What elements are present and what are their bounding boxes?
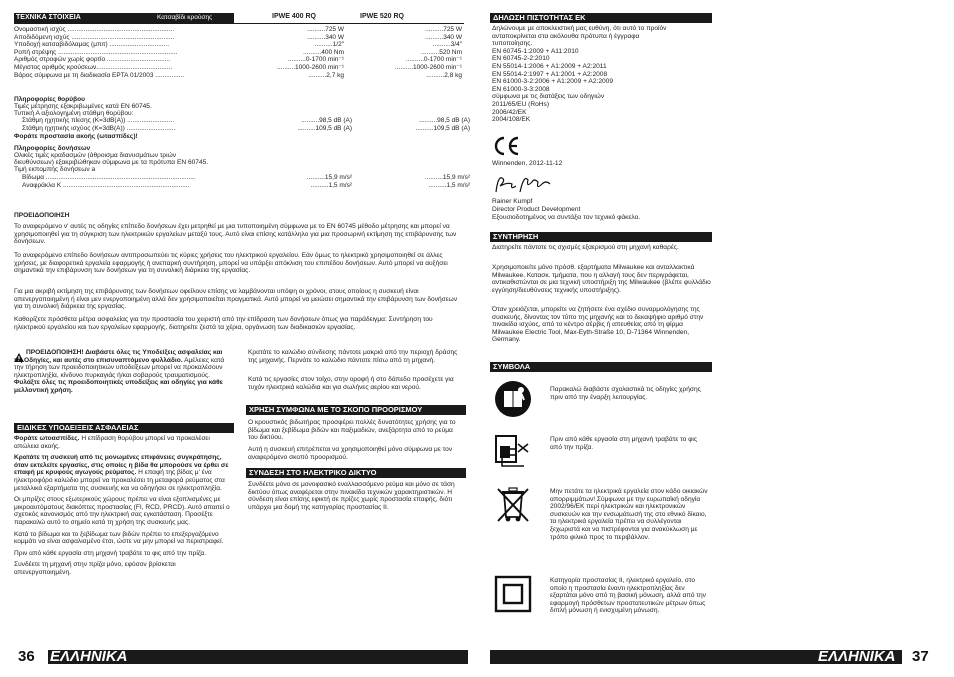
right-page-number: 37 — [912, 648, 929, 665]
maintenance-para-3: Όταν χρειάζεται, μπορείτε να ζητήσετε ένα σχέδιο συναρμολόγησης της συσκευής, δίνοντας τον τύπο της μηχανής και το δεκαψήφιο αριθμό στην πινακίδα ισχύος, από το κέντρο σέρβις ή απευθείας από τη φίρμα Milwaukee Electric Tool, Max-Eyth-Straße 10, D-71364 Winnenden, Germany. — [492, 306, 704, 344]
special-safety-text: Οι μπρίζες στους εξωτερικούς χώρους πρέπει να είναι εξοπλισμένες με μικροαυτόματους διακόπτες προστασίας (FI, RCD, PRCD). Αυτό απαιτεί ο σχετικός κανονισμός από την ηλεκτρική σας εγκατάσταση. Προσέξτε παρακαλώ αυτό το σημείο κατά τη χρήση της συσκευής μας. — [14, 496, 230, 526]
spec-value-1: ..........1/2" — [314, 41, 344, 49]
special-safety-header: ΕΙΔΙΚΕΣ ΥΠΟΔΕΙΞΕΙΣ ΑΣΦΑΛΕΙΑΣ — [14, 423, 234, 433]
spec-header-title: ΤΕΧΝΙΚΑ ΣΤΟΙΧΕΙΑ — [16, 14, 81, 21]
intended-use-para-1: Ο κρουστικός βιδωτήρας προσφέρει πολλές δυνατότητες χρήσης για το βίδωμα και ξεβίδωμα βιδών και παξιμαδιών, ανεξάρτητα από το ρεύμα του δικτύου. — [248, 419, 456, 442]
vibration-label: Αναφράκλα K ...................................................................... — [22, 181, 190, 189]
vibration-line-1: Ολικές τιμές κραδασμών (άθροισμα διανυσμάτων τριών — [14, 152, 177, 159]
spec-value-1: ..........0-1700 min⁻¹ — [287, 56, 344, 64]
noise-label: Στάθμη ηχητικής ισχύος (K=3dB(A)) ........................... — [22, 124, 176, 132]
special-safety-para — [14, 454, 231, 492]
spec-value-2: ..........0-1700 min⁻¹ — [405, 56, 462, 64]
special-safety-bold: Φοράτε ωτοασπίδες. — [14, 435, 80, 442]
special-safety-para — [14, 496, 231, 526]
spec-label: Ονομαστική ισχύς ........................................................... — [14, 26, 175, 33]
declaration-lines — [492, 25, 666, 124]
noise-line-1: Τιμές μέτρησης εξακριβωμένες κατά EN 60745. — [14, 103, 152, 110]
warning-para-3: Για μια ακριβή εκτίμηση της επιβάρυνσης των δονήσεων οφείλουν επίσης να λαμβάνονται υπόψη οι χρόνοι, στους οποίους η συσκευή είναι απενεργοποιημένη ή είναι μεν ενεργοποιημένη αλλά δεν χρησιμοποιείται πραγματικά. Αυτό μπορεί να μειώσει σημαντικά την επιβάρυνση των δονήσεων για τη συνολική διάρκεια της εργασίας. — [14, 288, 458, 311]
spec-header-subtitle: Κατσαβίδι κρούσης — [157, 14, 213, 21]
symbol-text-1: Παρακαλώ διαβάστε σχολαστικά τις οδηγίες χρήσης πριν από την έναρξη λειτουργίας. — [550, 386, 701, 401]
connection-header: ΣΥΝΔΕΣΗ ΣΤΟ ΗΛΕΚΤΡΙΚΟ ΔΙΚΤΥΟ — [246, 468, 466, 478]
class-ii-icon — [494, 575, 532, 613]
declaration-line: σύμφωνα με τις διατάξεις των οδηγιών — [492, 93, 605, 101]
declaration-line: 2011/65/EU (RoHs) — [492, 100, 550, 108]
declaration-line: EN 55014-2:1997 + A1:2001 + A2:2008 — [492, 70, 608, 78]
noise-warning: Φοράτε προστασία ακοής (ωτασπίδες)! — [14, 133, 138, 140]
spec-value-2: ..........520 Nm — [421, 48, 462, 56]
declaration-line: 2006/42/EK — [492, 108, 527, 116]
spec-label: Μέγιστος αριθμός κρούσεων.......................................... — [14, 64, 173, 71]
symbol-text-2: Πριν από κάθε εργασία στη μηχανή τραβάτε το φις από την πρίζα. — [550, 436, 698, 451]
special-safety-text: Η επαφή της βίδας μ' ένα ηλεκτροφόρο καλώδιο μπορεί να προκαλέσει τη μεταφορά ρεύματος στα μεταλλικά εξαρτήματα της συσκευής και να οδηγήσει σε ηλεκτροπληξία. — [14, 469, 225, 492]
place-date: Winnenden, 2012-11-12 — [492, 160, 563, 167]
spec-label: Ροπή στρέψης .................................................................. — [14, 48, 178, 56]
special-safety-text: Κατά το βίδωμα και το ξεβίδωμα των βιδών πρέπει το επεξεργαζόμενο κομμάτι να είναι ασφαλισμένο έτσι, ώστε να μην μπορεί να περιστραφεί. — [14, 530, 224, 546]
safety-warning-bold: ΠΡΟΕΙΔΟΠΟΙΗΣΗ! Διαβάστε όλες τις Υποδείξεις ασφαλείας και τις Οδηγίες, και αυτές στο επισυναπτόμενο φυλλάδιο. — [14, 349, 223, 364]
vibration-value-1: ..........1,5 m/s² — [310, 181, 352, 189]
vibration-value-2: ..........1,5 m/s² — [428, 181, 470, 189]
mid-para-1: Κρατάτε το καλώδιο σύνδεσης πάντοτε μακριά από την περιοχή δράσης της μηχανής. Περνάτε το καλώδιο πάντοτε πίσω από τη μηχανή. — [248, 349, 458, 364]
warning-para-4: Καθορίζετε πρόσθετα μέτρα ασφαλείας για την προστασία του χειριστή από την επίδραση των δονήσεων όπως για παράδειγμα: Συντήρηση του ηλεκτρικού εργαλείου και των εργαλείων εφαρμογής, διατηρείτε ζεστά τα χέρια, οργάνωση των διαδικασιών εργασίας. — [14, 316, 433, 331]
special-safety-para — [14, 435, 231, 450]
vibration-title: Πληροφορίες δονήσεων — [14, 145, 91, 152]
symbols-header: ΣΥΜΒΟΛΑ — [490, 362, 712, 372]
spec-label: Υποδοχή κατσαβιδόλαμας (μπιτ) ................................. — [14, 41, 170, 49]
special-safety-text: Πριν από κάθε εργασία στη μηχανή τραβάτε το φις από την πρίζα. — [14, 549, 206, 557]
spec-value-1: ..........1000-2600 min⁻¹ — [276, 64, 344, 71]
spec-col2-header: IPWE 520 RQ — [360, 13, 404, 20]
spec-label: Βάρος σύμφωνα με τη διαδικασία EPTA 01/2003 ................ — [14, 71, 185, 79]
noise-label: Στάθμη ηχητικής πίεσης (K=3dB(A)) .......................... — [22, 117, 175, 124]
symbol-text-4: Κατηγορία προστασίας II, ηλεκτρικό εργαλείο, στο οποίο η προστασία έναντι ηλεκτροπληξίας δεν εξαρτάται μόνο από τη βασική μόνωση, αλλά από την εφαρμογή πρόσθετων προστατευτικών μέτρων όπως διπλή μόνωση ή ενισχυμένη μόνωση. — [550, 577, 706, 615]
signer-title: Director Product Development — [492, 206, 581, 213]
spec-value-2: ..........3/4" — [432, 41, 462, 49]
signer-note: Εξουσιοδοτημένος να συντάξει τον τεχνικό φάκελο. — [492, 214, 641, 221]
special-safety-text: Συνδέετε τη μηχανή στην πρίζα μόνο, εφόσον βρίσκεται απενεργοποιημένη. — [14, 561, 176, 576]
special-safety-text: Η επίδραση θορύβου μπορεί να προκαλέσει απώλεια ακοής. — [14, 435, 210, 450]
intended-use-header: ΧΡΗΣΗ ΣΥΜΦΩΝΑ ΜΕ ΤΟ ΣΚΟΠΟ ΠΡΟΟΡΙΣΜΟΥ — [246, 405, 466, 415]
declaration-line: 2004/108/EK — [492, 116, 531, 124]
declaration-line: EN 55014-1:2006 + A1:2009 + A2:2011 — [492, 62, 607, 70]
spec-value-2: ..........2,8 kg — [426, 71, 462, 79]
safety-warning-keep: Φυλάξτε όλες τις προειδοποιητικές υποδείξεις και οδηγίες για κάθε μελλοντική χρήση. — [14, 379, 223, 394]
special-safety-bold: Κρατάτε τη συσκευή από τις μονωμένες επιφάνειες συγκράτησης, όταν εκτελείτε εργασίες, στις οποίες η βίδα θα μπορούσε να έρθει σε επαφή με κρυφούς αγωγούς ρεύματος. — [14, 454, 229, 477]
right-language-label: ΕΛΛΗΝΙΚΑ — [818, 648, 896, 665]
special-safety-para — [14, 561, 231, 576]
unplug-icon — [494, 432, 532, 470]
spec-label: Αποδιδόμενη ισχύς ......................................................... — [14, 33, 175, 41]
spec-header-rule — [14, 23, 464, 24]
vibration-label: Βίδωμα ................................................................................... — [22, 174, 196, 181]
maintenance-header: ΣΥΝΤΗΡΗΣΗ — [490, 232, 712, 242]
declaration-line: Δηλώνουμε με αποκλειστική μας ευθύνη, ότι αυτό το προϊόν — [492, 25, 667, 32]
noise-value-1: ..........109,5 dB (A) — [297, 124, 352, 132]
connection-para: Συνδέετε μόνο σε μονοφασικό εναλλασσόμενο ρεύμα και μόνο σε τάση δικτύου όπως αναφέρεται στην πινακίδα τεχνικών χαρακτηριστικών. Η σύνδεση είναι επίσης εφικτή σε πρίζες χωρίς προστασία επαφής, διότι υπάρχει μια δομή της κατηγορίας προστασίας II. — [248, 481, 455, 511]
noise-value-2: ..........109,5 dB (A) — [415, 124, 470, 132]
warning-heading: ΠΡΟΕΙΔΟΠΟΙΗΣΗ — [14, 212, 70, 219]
declaration-header: ΔΗΛΩΣΗ ΠΙΣΤΟΤΗΤΑΣ ΕΚ — [490, 13, 712, 23]
warning-para-1: Το αναφερόμενο ν' αυτές τις οδηγίες επίπεδο δονήσεων έχει μετρηθεί με μια τυποποιημένη σύμφωνα με το EN 60745 μέθοδο μέτρησης και μπορεί να χρησιμοποιηθεί για τη σύγκριση των ηλεκτρικών εργαλείων μεταξύ τους. Αυτό είναι επίσης κατάλληλο για μια προσωρινή εκτίμηση της επιβάρυνσης των δονήσεων. — [14, 223, 457, 246]
signature-icon — [494, 172, 554, 201]
spec-value-1: ..........340 W — [307, 33, 344, 41]
left-page-number: 36 — [18, 648, 35, 665]
left-language-label: ΕΛΛΗΝΙΚΑ — [50, 648, 128, 665]
vibration-line-3: Τιμή εκπομπής δονήσεων a — [14, 166, 96, 173]
special-safety-para — [14, 531, 231, 546]
spec-value-1: ..........2,7 kg — [308, 71, 344, 79]
spec-value-1: ..........725 W — [307, 26, 344, 33]
declaration-line: EN 61000-3-2:2006 + A1:2009 + A2:2009 — [492, 78, 613, 86]
ce-mark-icon — [492, 135, 522, 162]
mid-para-2: Κατά τις εργασίες στον τοίχο, στην οροφή ή στο δάπεδο προσέχετε για τυχόν ηλεκτρικά καλώδια και για σωλήνες αερίου και νερού. — [248, 376, 454, 391]
declaration-line: EN 60745-1:2009 + A11:2010 — [492, 47, 579, 55]
declaration-line: EN 60745-2-2:2010 — [492, 55, 550, 63]
vibration-line-2: διευθύνσεων) εξακριβώθηκαν σύμφωνα με τα πρότυπα EN 60745. — [14, 159, 209, 166]
special-safety-paragraphs — [14, 435, 231, 581]
vibration-value-2: ..........15,9 m/s² — [424, 174, 470, 181]
intended-use-para-2: Αυτή η συσκευή επιτρέπεται να χρησιμοποιηθεί μόνο σύμφωνα με τον αναφερόμενο σκοπό προορισμού. — [248, 446, 453, 461]
signer-name: Rainer Kumpf — [492, 198, 533, 205]
noise-value-1: ..........98,5 dB (A) — [301, 117, 352, 124]
spec-value-2: ..........340 W — [425, 33, 462, 41]
declaration-line: τυποποίησης. — [492, 40, 533, 48]
declaration-line: ανταποκρίνεται στα ακόλουθα πρότυπα ή έγγραφα — [492, 32, 640, 40]
safety-warning-text: Αμέλειες κατά την τήρηση των προειδοποιητικών υποδείξεων μπορεί να προκαλέσουν ηλεκτροπληξία, κίνδυνο πυρκαγιάς ή/και σοβαρούς τραυματισμούς. — [14, 356, 225, 379]
spec-value-2: ..........1000-2600 min⁻¹ — [394, 64, 462, 71]
safety-warning — [14, 349, 229, 395]
spec-value-1: ..........400 Nm — [303, 48, 344, 56]
spec-col1-header: IPWE 400 RQ — [272, 13, 316, 20]
weee-bin-icon — [494, 485, 532, 523]
warning-para-2: Το αναφερόμενο επίπεδο δονήσεων αντιπροσωπεύει τις κύριες χρήσεις του ηλεκτρικού εργαλείου. Εάν όμως το ηλεκτρικό χρησιμοποιηθεί σε άλλες χρήσεις, με διαφορετικά εργαλεία εφαρμογής ή ανεπαρκή συντήρηση, μπορεί να υπάρξει απόκλιση του επιπέδου δονήσεων. Αυτό μπορεί να αυξήσει σημαντικά την επιβάρυνση των δονήσεων για τη συνολική διάρκεια της εργασίας. — [14, 252, 448, 275]
maintenance-para-1: Διατηρείτε πάντοτε τις σχισμές εξαερισμού στη μηχανή καθαρές. — [492, 244, 679, 251]
vibration-value-1: ..........15,9 m/s² — [306, 174, 352, 181]
spec-value-2: ..........725 W — [425, 26, 462, 33]
noise-line-2: Τυπική Α αξιολογημένη στάθμη θορύβου: — [14, 110, 134, 117]
special-safety-para — [14, 550, 231, 558]
declaration-line: EN 61000-3-3:2008 — [492, 85, 550, 93]
read-manual-icon — [494, 380, 532, 418]
spec-label: Αριθμός στροφών χωρίς φορτίο ................................... — [14, 56, 171, 64]
noise-title: Πληροφορίες θορύβου — [14, 96, 86, 103]
maintenance-para-2: Χρησιμοποιείτε μόνο πρόσθ. εξαρτήματα Milwaukee και ανταλλακτικά Milwaukee. Κατασκ. τμήματα, που η αλλαγή τους δεν περιγράφεται, αντικαθιστώνται σε μια τεχνική υποστήριξη της Milwaukee (βλέπε φυλλάδιο εγγύηση/διευθύνσεις τεχνικής υποστήριξης). — [492, 264, 711, 294]
noise-value-2: ..........98,5 dB (A) — [419, 117, 470, 124]
symbol-text-3: Μην πετάτε τα ηλεκτρικά εργαλεία στον κάδο οικιακών απορριμμάτων! Σύμφωνα με την ευρωπαϊκή οδηγία 2002/96/EK περί ηλεκτρικών και ηλεκτρονικών συσκευών και την ενσωμάτωσή της στο εθνικό δίκαιο, τα ηλεκτρικά εργαλεία πρέπει να συλλέγονται ξεχωριστά και να πιστρέφονται για ανακύκλωση με τρόπο φιλικό προς το περιβάλλον. — [550, 488, 708, 541]
